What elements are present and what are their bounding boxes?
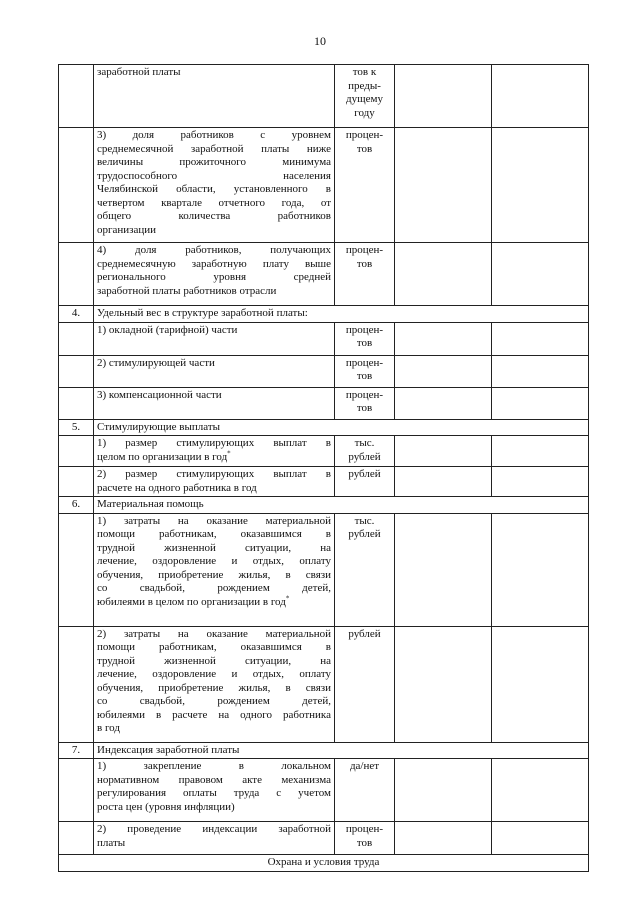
description-text: целом по организации в год [97,450,228,463]
row-number [59,822,94,855]
table-row [59,243,589,306]
description-text: юбилеями в целом по организации в год [97,595,286,608]
unit-line: тов к [352,66,377,78]
value-cell-a[interactable] [395,355,492,387]
value-cell-a[interactable] [395,467,492,497]
table-row [59,322,589,355]
unit-line: рублей [348,450,381,463]
row-number [59,243,94,306]
value-cell-a[interactable] [395,387,492,419]
description-line [97,682,331,696]
description-line [97,389,331,403]
value-cell-a[interactable] [395,128,492,243]
row-number [59,626,94,742]
unit-line: тыс. [354,514,375,527]
description-text: 4) доля работников, получающих [97,244,331,256]
description-text: лечение, оздоровление и отдых, оплату [97,668,331,680]
value-cell-a[interactable] [395,513,492,626]
indicator-description [94,759,335,822]
indicators-table [58,64,589,872]
unit-line: процен- [345,356,384,369]
unit-line: да/нет [349,760,380,772]
description-line [97,197,331,211]
description-text: помощи работникам, оказавшимся в [97,528,331,540]
description-line [97,801,331,815]
indicator-description [94,513,335,626]
description-line [97,324,331,338]
unit-of-measure [335,513,395,626]
unit-line: тов [356,142,373,155]
description-text: среднемесячную заработную плату выше [97,257,331,270]
indicator-description [94,355,335,387]
description-line [97,823,331,837]
value-cell-a[interactable] [395,759,492,822]
page-number: 10 [314,34,326,48]
group-heading: Удельный вес в структуре заработной платы: [94,306,589,323]
unit-of-measure [335,822,395,855]
description-text: трудной жизненной ситуации, на [97,541,331,554]
value-cell-b[interactable] [492,822,589,855]
indicator-description [94,243,335,306]
description-line [97,468,331,482]
description-text: 1) окладной (тарифной) части [97,323,238,336]
table-row [59,513,589,626]
unit-of-measure [335,467,395,497]
table-row [59,387,589,419]
description-text: регионального уровня средней [97,271,331,283]
description-text: 2) стимулирующей части [97,356,215,369]
indicator-description [94,387,335,419]
row-number [59,387,94,419]
description-line [97,593,331,610]
value-cell-b[interactable] [492,467,589,497]
group-heading: Стимулирующие выплаты [94,419,589,436]
description-text: 1) размер стимулирующих выплат в [97,437,331,449]
description-text: со свадьбой, рождением детей, [97,695,331,707]
section-title: Охрана и условия труда [59,855,589,872]
table-row [59,306,589,323]
description-line [97,515,331,529]
description-text: заработной платы [97,66,181,78]
description-text: в год [97,722,120,734]
table-row [59,626,589,742]
description-text: величины прожиточного минимума [97,156,331,168]
description-text: помощи работникам, оказавшимся в [97,641,331,653]
value-cell-b[interactable] [492,626,589,742]
description-text: платы [97,836,126,849]
description-text: регулирования оплаты труда с учетом [97,787,331,799]
unit-line: тов [356,836,373,849]
value-cell-b[interactable] [492,513,589,626]
unit-of-measure [335,436,395,467]
description-text: организации [97,223,157,236]
value-cell-a[interactable] [395,65,492,128]
description-line [97,787,331,801]
description-line [97,569,331,583]
value-cell-b[interactable] [492,322,589,355]
unit-line: тов [356,257,373,270]
description-text: 3) доля работников с уровнем [97,129,331,141]
description-line [97,271,331,285]
unit-line: процен- [345,388,384,401]
unit-line: тов [356,370,373,382]
description-line [97,774,331,788]
table-row [59,65,589,128]
table-row [59,759,589,822]
footnote-mark: * [285,593,290,602]
unit-of-measure [335,759,395,822]
description-text: расчете на одного работника в год [97,481,257,494]
unit-line: рублей [348,468,381,480]
description-text: 1) затраты на оказание материальной [97,514,331,527]
table-row [59,128,589,243]
table-row [59,419,589,436]
description-line [97,655,331,669]
description-line [97,628,331,642]
indicator-description [94,436,335,467]
description-line [97,482,331,496]
unit-line: процен- [345,129,384,141]
description-line [97,542,331,556]
description-text: Челябинской области, установленного в [97,183,331,195]
description-text: обучения, приобретение жилья, в связи [97,568,331,581]
unit-line: рублей [348,528,381,540]
description-text: среднемесячной заработной платы ниже [97,142,331,155]
row-number: 7. [59,742,94,759]
description-line [97,129,331,143]
row-number [59,65,94,128]
value-cell-b[interactable] [492,243,589,306]
unit-line: году [354,106,375,119]
value-cell-a[interactable] [395,626,492,742]
unit-line: рублей [348,627,381,640]
description-text: трудной жизненной ситуации, на [97,654,331,667]
unit-line: преды- [348,79,381,92]
indicator-description [94,626,335,742]
value-cell-a[interactable] [395,243,492,306]
value-cell-b[interactable] [492,436,589,467]
unit-of-measure [335,322,395,355]
unit-line: процен- [345,244,384,256]
table-row [59,855,589,872]
unit-line: тыс. [354,437,375,449]
row-number [59,355,94,387]
row-number [59,322,94,355]
value-cell-a[interactable] [395,436,492,467]
description-text: со свадьбой, рождением детей, [97,582,331,594]
unit-of-measure [335,387,395,419]
description-text: 2) затраты на оказание материальной [97,627,331,640]
indicator-description [94,822,335,855]
table-body [59,65,589,872]
value-cell-b[interactable] [492,759,589,822]
table-row [59,497,589,514]
table-row [59,742,589,759]
unit-of-measure [335,626,395,742]
indicator-description [94,128,335,243]
row-number [59,128,94,243]
description-line [97,224,331,238]
group-heading: Индексация заработной платы [94,742,589,759]
description-line [97,285,331,299]
description-line [97,837,331,851]
value-cell-b[interactable] [492,355,589,387]
description-line [97,156,331,170]
description-text: нормативном правовом акте механизма [97,773,331,786]
description-line [97,357,331,371]
unit-line: процен- [345,823,384,835]
description-line [97,722,331,736]
indicator-description [94,65,335,128]
description-line [97,258,331,272]
description-line [97,528,331,542]
description-line [97,437,331,451]
row-number [59,513,94,626]
unit-line: тов [356,402,373,414]
value-cell-b[interactable] [492,128,589,243]
row-number: 6. [59,497,94,514]
description-line [97,582,331,596]
description-line [97,668,331,682]
row-number: 5. [59,419,94,436]
description-text: общего количества работников [97,210,331,222]
footnote-mark: * [227,448,231,457]
description-text: трудоспособного населения [97,169,331,182]
description-line [97,641,331,655]
table-row [59,822,589,855]
description-text: 3) компенсационной части [97,388,222,401]
table-row [59,355,589,387]
value-cell-a[interactable] [395,322,492,355]
description-line [97,183,331,197]
description-line [97,244,331,258]
description-text: заработной платы работников отрасли [97,284,277,297]
description-text: юбилеями в расчете на одного работника [97,708,331,721]
description-line [97,143,331,157]
unit-line: процен- [345,323,384,336]
description-text: обучения, приобретение жилья, в связи [97,681,331,694]
description-line [97,448,331,465]
indicator-description [94,467,335,497]
value-cell-b[interactable] [492,65,589,128]
row-number: 4. [59,306,94,323]
unit-of-measure [335,243,395,306]
table-row [59,467,589,497]
unit-of-measure [335,65,395,128]
table-row [59,436,589,467]
row-number [59,436,94,467]
unit-of-measure [335,128,395,243]
description-line [97,66,331,80]
description-line [97,695,331,709]
description-text: лечение, оздоровление и отдых, оплату [97,555,331,567]
description-line [97,210,331,224]
description-text: 2) проведение индексации заработной [97,823,331,835]
description-line [97,170,331,184]
description-line [97,709,331,723]
value-cell-b[interactable] [492,387,589,419]
description-text: роста цен (уровня инфляции) [97,800,235,813]
row-number [59,759,94,822]
value-cell-a[interactable] [395,822,492,855]
unit-of-measure [335,355,395,387]
unit-line: дущему [346,93,383,105]
description-text: 2) размер стимулирующих выплат в [97,468,331,480]
description-line [97,555,331,569]
indicator-description [94,322,335,355]
group-heading: Материальная помощь [94,497,589,514]
unit-line: тов [356,337,373,349]
description-line [97,760,331,774]
description-text: 1) закрепление в локальном [97,760,331,772]
description-text: четвертом квартале отчетного года, от [97,196,331,209]
row-number [59,467,94,497]
